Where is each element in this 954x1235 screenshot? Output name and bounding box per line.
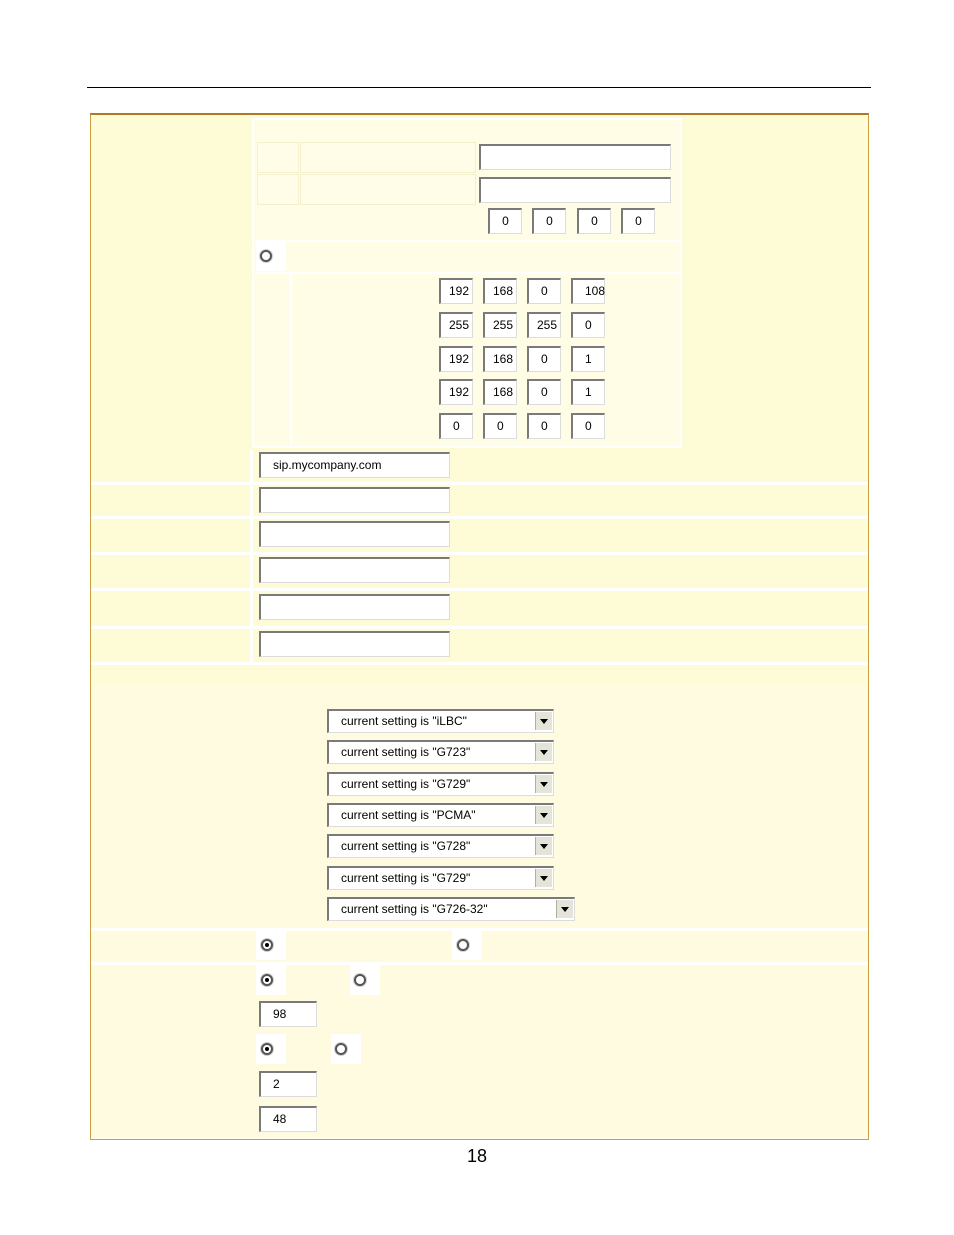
cell (257, 142, 299, 173)
ip-octet[interactable]: 0 (621, 208, 655, 234)
sip-field[interactable] (259, 557, 450, 583)
ip-octet[interactable]: 0 (527, 413, 561, 439)
row-divider (91, 626, 868, 629)
radio-option-3b[interactable] (335, 1043, 347, 1055)
ip-octet[interactable]: 192 (439, 379, 473, 405)
dns-primary-field[interactable] (479, 144, 671, 170)
cell (257, 174, 299, 205)
row-divider (91, 588, 868, 591)
divider (255, 240, 679, 242)
ip-octet[interactable]: 0 (483, 413, 517, 439)
chevron-down-icon[interactable] (535, 712, 552, 730)
ip-octet[interactable]: 0 (439, 413, 473, 439)
row-divider (91, 482, 868, 485)
cell (300, 142, 476, 173)
dns-secondary-field[interactable] (479, 177, 671, 203)
chevron-down-icon[interactable] (535, 806, 552, 824)
ip-octet[interactable]: 168 (483, 278, 517, 304)
numeric-field[interactable]: 2 (259, 1071, 317, 1097)
ip-octet[interactable]: 108 (571, 278, 605, 304)
codec-select-6[interactable] (327, 866, 554, 890)
ip-octet[interactable]: 192 (439, 346, 473, 372)
sip-field[interactable] (259, 594, 450, 620)
radio-option-2a[interactable] (261, 974, 273, 986)
codec-value: current setting is "PCMA" (341, 808, 476, 822)
ip-octet[interactable]: 0 (532, 208, 566, 234)
radio-option-2b[interactable] (354, 974, 366, 986)
ip-octet[interactable]: 0 (571, 312, 605, 338)
codec-select-2[interactable] (327, 740, 554, 764)
radio-option-3a[interactable] (261, 1043, 273, 1055)
codec-select-4[interactable] (327, 803, 554, 827)
row-divider (91, 962, 868, 965)
ip-octet[interactable]: 1 (571, 346, 605, 372)
codec-select-3[interactable] (327, 772, 554, 796)
codec-value: current setting is "G729" (341, 871, 471, 885)
chevron-down-icon[interactable] (535, 775, 552, 793)
ip-octet[interactable]: 0 (571, 413, 605, 439)
sip-section (91, 450, 868, 685)
ip-octet[interactable]: 0 (488, 208, 522, 234)
cell (300, 174, 476, 205)
numeric-field[interactable]: 98 (259, 1001, 317, 1027)
ip-octet[interactable]: 0 (527, 379, 561, 405)
codec-value: current setting is "iLBC" (341, 714, 467, 728)
row-divider (91, 552, 868, 555)
ip-octet[interactable]: 255 (439, 312, 473, 338)
chevron-down-icon[interactable] (556, 900, 573, 918)
chevron-down-icon[interactable] (535, 869, 552, 887)
divider (290, 274, 292, 444)
ip-octet[interactable]: 0 (527, 278, 561, 304)
codec-select-1[interactable] (327, 709, 554, 733)
codec-value: current setting is "G729" (341, 777, 471, 791)
sip-domain-field[interactable]: sip.mycompany.com (259, 452, 450, 478)
codec-value: current setting is "G723" (341, 745, 471, 759)
radio-option-1a[interactable] (261, 939, 273, 951)
header-rule (87, 87, 871, 88)
sip-field[interactable] (259, 631, 450, 657)
codec-select-7[interactable] (327, 897, 575, 921)
ip-octet[interactable]: 1 (571, 379, 605, 405)
page-number: 18 (466, 1146, 488, 1166)
sip-field[interactable] (259, 521, 450, 547)
ip-octet[interactable]: 168 (483, 346, 517, 372)
ip-octet[interactable]: 255 (483, 312, 517, 338)
ip-octet[interactable]: 192 (439, 278, 473, 304)
row-divider (91, 516, 868, 519)
chevron-down-icon[interactable] (535, 837, 552, 855)
static-ip-radio[interactable] (260, 250, 272, 262)
codec-value: current setting is "G728" (341, 839, 471, 853)
divider (255, 272, 679, 274)
ip-octet[interactable]: 168 (483, 379, 517, 405)
radio-option-1b[interactable] (457, 939, 469, 951)
sip-field[interactable] (259, 487, 450, 513)
codec-value: current setting is "G726-32" (341, 902, 488, 916)
numeric-field[interactable]: 48 (259, 1106, 317, 1132)
row-divider (91, 662, 868, 665)
chevron-down-icon[interactable] (535, 743, 552, 761)
ip-octet[interactable]: 255 (527, 312, 561, 338)
codec-select-5[interactable] (327, 834, 554, 858)
ip-octet[interactable]: 0 (577, 208, 611, 234)
ip-octet[interactable]: 0 (527, 346, 561, 372)
col-divider (250, 450, 253, 662)
